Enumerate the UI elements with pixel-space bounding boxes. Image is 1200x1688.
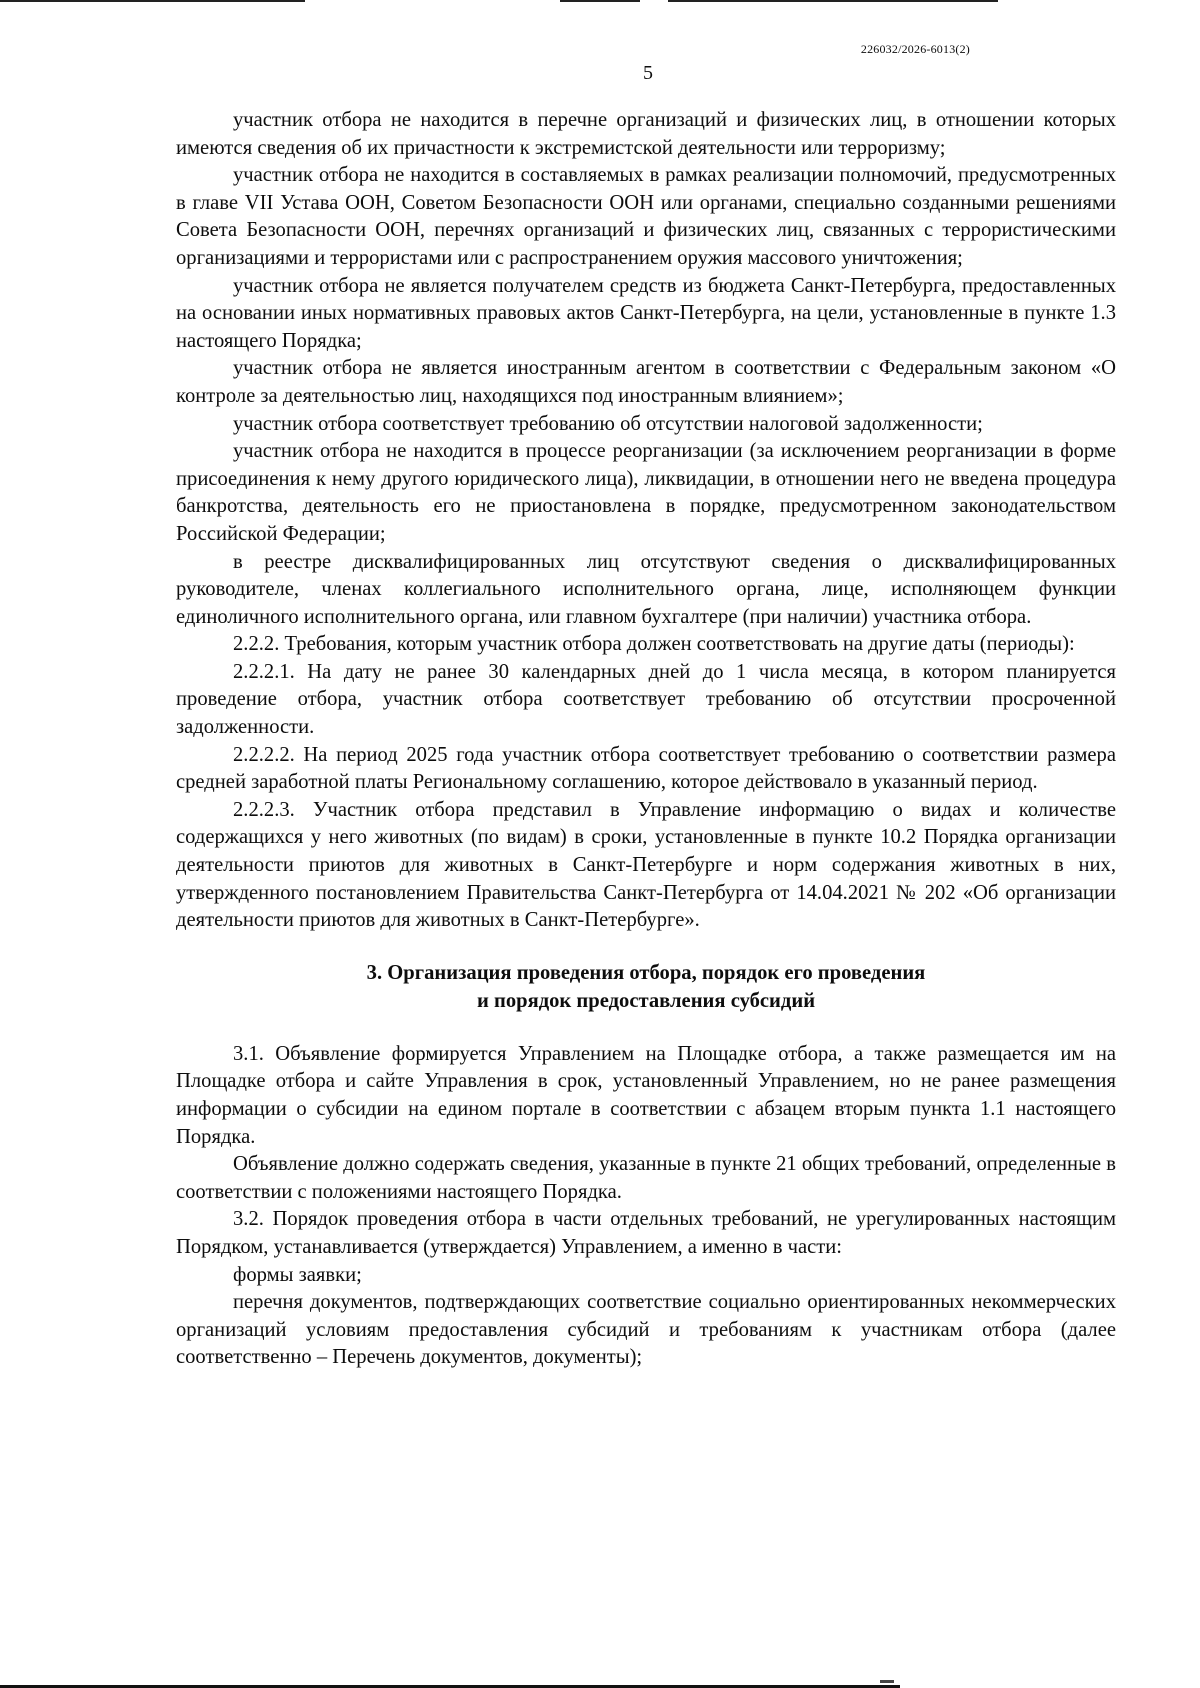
paragraph: участник отбора не находится в перечне организаций и физических лиц, в отношении которых имеются сведения об их причастности к экстремистской деятельности или терроризму;: [176, 109, 1116, 159]
paragraph: в реестре дисквалифицированных лиц отсутствуют сведения о дисквалифицированных руководителе, членах коллегиального исполнительного органа, лице, исполняющем функции единоличного исполнительного органа, или главном бухгалтере (при наличии) участника отбора.: [176, 550, 1116, 628]
paragraph: формы заявки;: [233, 1263, 362, 1286]
paragraph: участник отбора соответствует требованию об отсутствии налоговой задолженности;: [233, 412, 983, 435]
paragraph: 2.2.2.1. На дату не ранее 30 календарных дней до 1 числа месяца, в котором планируется проведение отбора, участник отбора соответствует требованию об отсутствии просроченной задолженности.: [176, 660, 1116, 739]
paragraph: участник отбора не находится в составляемых в рамках реализации полномочий, предусмотренных в главе VII Устава ООН, Советом Безопасности ООН или органами, специально созданными решениями Совета Безопасности ООН, перечнях организаций и физических лиц, связанных с террористическими организациями и террористами или с распространением оружия массового уничтожения;: [176, 164, 1116, 269]
section-heading-line-1: 3. Организация проведения отбора, порядок его проведения: [366, 961, 926, 984]
scan-edge-line-right: [668, 0, 998, 2]
paragraph: 2.2.2.2. На период 2025 года участник отбора соответствует требованию о соответствии размера средней заработной платы Региональному соглашению, которое действовало в указанный период.: [176, 743, 1116, 794]
scan-edge-line-center: [560, 0, 640, 2]
scan-edge-line-left: [0, 0, 305, 2]
document-registration-number: 226032/2026-6013(2): [860, 42, 970, 56]
paragraph: 3.1. Объявление формируется Управлением на Площадке отбора, а также размещается им на Площадке отбора и сайте Управления в срок, установленный Управлением, но не ранее размещения информации о субсидии на едином портале в соответствии с абзацем вторым пункта 1.1 настоящего Порядка.: [176, 1042, 1116, 1148]
scan-bottom-mark: [880, 1680, 894, 1683]
paragraph: Объявление должно содержать сведения, указанные в пункте 21 общих требований, определенные в соответствии с положениями настоящего Порядка.: [176, 1153, 1116, 1203]
paragraph: перечня документов, подтверждающих соответствие социально ориентированных некоммерческих организаций условиям предоставления субсидий и требованиям к участникам отбора (далее соответственно – Перечень документов, документы);: [176, 1291, 1116, 1369]
section-heading-line-2: и порядок предоставления субсидий: [476, 989, 816, 1012]
paragraph: 2.2.2.3. Участник отбора представил в Управление информацию о видах и количестве содержащихся у него животных (по видам) в сроки, установленные в пункте 10.2 Порядка организации деятельности приютов для животных в Санкт-Петербурге и норм содержания животных в них, утвержденного постановлением Правительства Санкт-Петербурга от 14.04.2021 № 202 «Об организации деятельности приютов для животных в Санкт-Петербурге».: [176, 798, 1116, 932]
section-heading: [176, 959, 1116, 1015]
paragraph: участник отбора не является получателем средств из бюджета Санкт-Петербурга, предоставленных на основании иных нормативных правовых актов Санкт-Петербурга, на цели, установленные в пункте 1.3 настоящего Порядка;: [176, 274, 1116, 352]
document-body: [176, 107, 1116, 1372]
paragraph: участник отбора не является иностранным агентом в соответствии с Федеральным законом «О контроле за деятельностью лиц, находящихся под иностранным влиянием»;: [176, 357, 1116, 407]
paragraph: 2.2.2. Требования, которым участник отбора должен соответствовать на другие даты (периоды):: [233, 633, 1075, 656]
paragraph: 3.2. Порядок проведения отбора в части отдельных требований, не урегулированных настоящим Порядком, устанавливается (утверждается) Управлением, а именно в части:: [176, 1208, 1116, 1258]
paragraph: участник отбора не находится в процессе реорганизации (за исключением реорганизации в форме присоединения к нему другого юридического лица), ликвидации, в отношении него не введена процедура банкротства, деятельность его не приостановлена в порядке, предусмотренном законодательством Российской Федерации;: [176, 440, 1116, 545]
page-number: 5: [643, 62, 653, 84]
